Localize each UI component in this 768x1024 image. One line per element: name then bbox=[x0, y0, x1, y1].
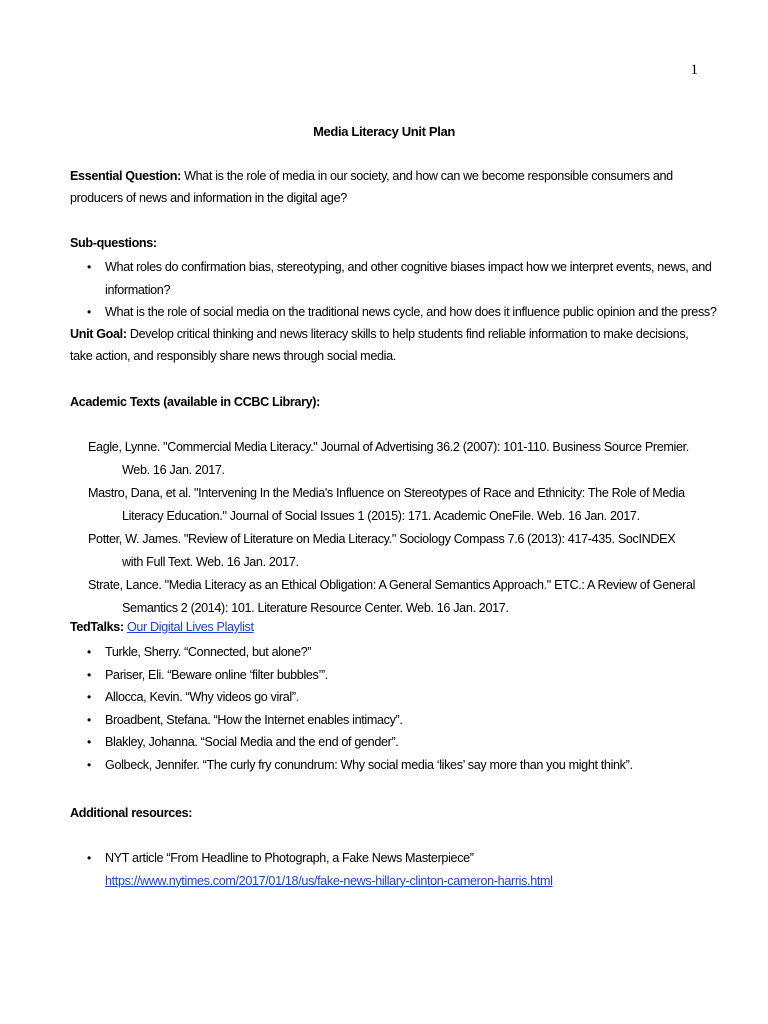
list-item: • Pariser, Eli. “Beware online ‘filter bubbles’”. bbox=[70, 664, 710, 687]
list-item bbox=[70, 847, 710, 892]
list-item: • What is the role of social media on the traditional news cycle, and how does it influence public opinion and the press? bbox=[70, 301, 730, 324]
additional-resources-list bbox=[70, 847, 710, 892]
unit-goal-label: Unit Goal: bbox=[70, 327, 127, 341]
resource-url-link[interactable]: https://www.nytimes.com/2017/01/18/us/fake-news-hillary-clinton-cameron-harris.html bbox=[105, 873, 553, 888]
list-item: • Allocca, Kevin. “Why videos go viral”. bbox=[70, 686, 710, 709]
list-item: • Turkle, Sherry. “Connected, but alone?” bbox=[70, 641, 710, 664]
tedtalks-label: TedTalks: bbox=[70, 620, 124, 634]
document-title: Media Literacy Unit Plan bbox=[313, 124, 455, 139]
list-item: • Golbeck, Jennifer. “The curly fry conundrum: Why social media ‘likes’ say more than you might think”. bbox=[70, 754, 710, 777]
page-number: 1 bbox=[690, 62, 698, 78]
sub-questions-list bbox=[70, 256, 730, 324]
reference-item: Eagle, Lynne. "Commercial Media Literacy." Journal of Advertising 36.2 (2007): 101-110. Business Source Premier. Web. 16 Jan. 2017. bbox=[88, 440, 689, 477]
essential-question-text: What is the role of media in our society, and how can we become responsible consumers and producers of news and information in the digital age? bbox=[70, 169, 673, 205]
unit-goal-text: Develop critical thinking and news literacy skills to help students find reliable information to make decisions, take action, and responsibly share news through social media. bbox=[70, 327, 689, 363]
essential-question bbox=[70, 165, 710, 209]
tedtalks-playlist-link[interactable]: Our Digital Lives Playlist bbox=[126, 620, 254, 634]
resource-text: NYT article “From Headline to Photograph, a Fake News Masterpiece” bbox=[105, 851, 474, 865]
sub-questions-heading: Sub-questions: bbox=[70, 236, 157, 250]
list-item: • Broadbent, Stefana. “How the Internet enables intimacy”. bbox=[70, 709, 710, 732]
list-item: • Blakley, Johanna. “Social Media and the end of gender”. bbox=[70, 731, 710, 754]
essential-question-label: Essential Question: bbox=[70, 169, 181, 183]
reference-item: Mastro, Dana, et al. "Intervening In the Media's Influence on Stereotypes of Race and Ethnicity: The Role of Media Literacy Education." Journal of Social Issues 1 (2015): 171. Academic OneFile. Web. 16 Jan. 2017. bbox=[88, 486, 685, 523]
academic-texts-heading: Academic Texts (available in CCBC Library): bbox=[70, 395, 320, 409]
additional-resources-heading: Additional resources: bbox=[70, 806, 193, 820]
tedtalks-list bbox=[70, 641, 710, 777]
reference-item: Potter, W. James. "Review of Literature on Media Literacy." Sociology Compass 7.6 (2013): 417-435. SocINDEX with Full Text. Web. 16 Jan. 2017. bbox=[88, 532, 676, 569]
list-item: • What roles do confirmation bias, stereotyping, and other cognitive biases impact how we interpret events, news, and information? bbox=[70, 256, 730, 301]
academic-texts-list bbox=[88, 436, 698, 620]
tedtalks-heading bbox=[70, 616, 710, 638]
unit-goal bbox=[70, 323, 710, 367]
reference-item: Strate, Lance. "Media Literacy as an Ethical Obligation: A General Semantics Approach." ETC.: A Review of General Semantics 2 (2014): 101. Literature Resource Center. Web. 16 Jan. 2017. bbox=[88, 578, 696, 615]
